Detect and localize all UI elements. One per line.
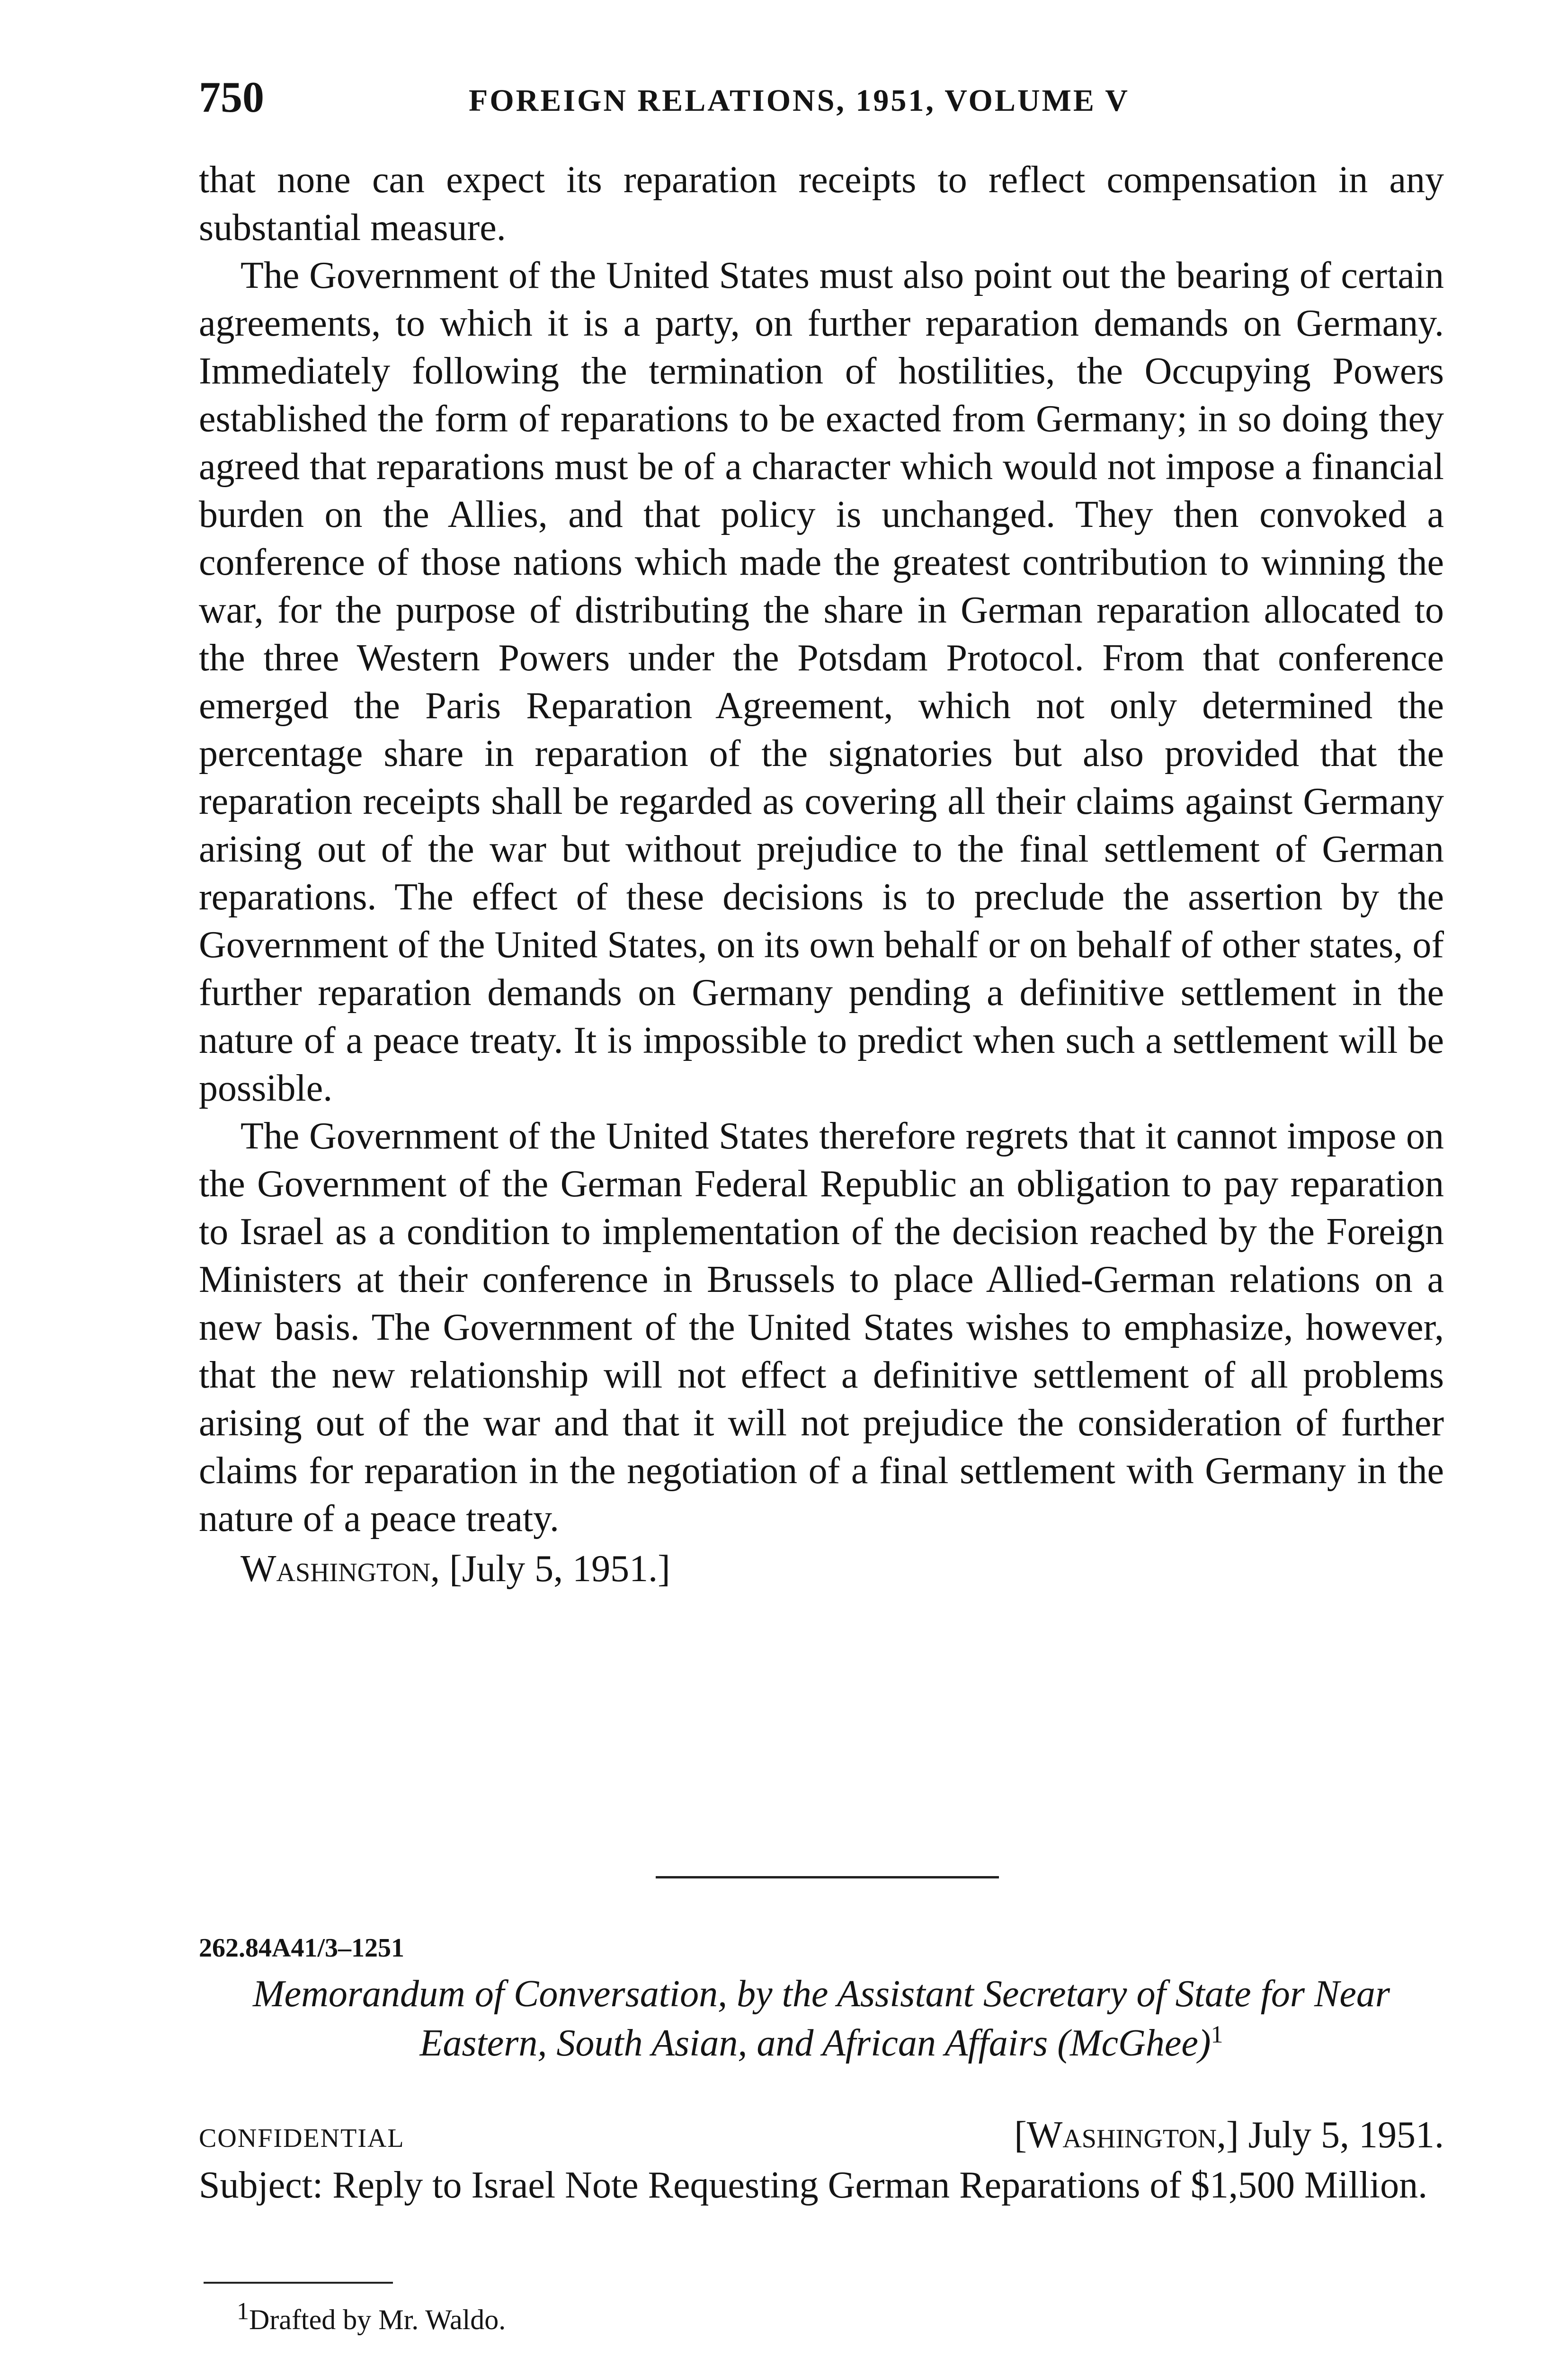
memo-date-place: Washington,: [1026, 2114, 1226, 2156]
memo-title: [199, 1969, 1444, 2068]
memo-subject: Subject: Reply to Israel Note Requesting German Reparations of $1,500 Million.: [199, 2164, 1428, 2206]
classification-row: [199, 2109, 1444, 2161]
running-head: [199, 71, 1444, 123]
paragraph-agreements: The Government of the United States must also point out the bearing of certain agreements, to which it is a party, on further reparation demands on Germany. Immediately following the termination of hostilities, the Occupying Powers established the form of reparations to be exacted from Germany; in so doing they agreed that reparations must be of a character which would not impose a financial burden on the Allies, and that policy is unchanged. They then convoked a conference of those nations which made the greatest contribution to winning the war, for the purpose of distributing the share in German reparation allocated to the three Western Powers under the Potsdam Protocol. From that conference emerged the Paris Reparation Agreement, which not only determined the percentage share in reparation of the signatories but also provided that the reparation receipts shall be regarded as covering all their claims against Germany arising out of the war but without prejudice to the final settlement of German reparations. The effect of these decisions is to preclude the assertion by the Government of the United States, on its own behalf or on behalf of other states, of further reparation demands on Germany pending a definitive settlement in the nature of a peace treaty. It is impossible to predict when such a settlement will be possible.: [199, 255, 1444, 1109]
paragraph-continued: that none can expect its reparation receipts to reflect compensation in any substantial measure.: [199, 159, 1444, 249]
paragraph-regrets: The Government of the United States therefore regrets that it cannot impose on the Government of the German Federal Republic an obligation to pay reparation to Israel as a condition to implementation of the decision reached by the Foreign Ministers at their conference in Brussels to place Allied-German relations on a new basis. The Government of the United States wishes to emphasize, however, that the new relationship will not effect a definitive settlement of all problems arising out of the war and that it will not prejudice the consideration of further claims for reparation in the negotiation of a final settlement with Germany in the nature of a peace treaty.: [199, 1115, 1444, 1539]
footnote-number: 1: [237, 2298, 249, 2325]
memo-date: [1014, 2109, 1444, 2161]
footnote-text: Drafted by Mr. Waldo.: [249, 2304, 506, 2335]
classification-label: CONFIDENTIAL: [199, 2124, 405, 2153]
page-number: 750: [199, 73, 264, 121]
memo-date-rest: ] July 5, 1951.: [1226, 2114, 1444, 2156]
footnote: [237, 2298, 506, 2341]
body-text: [199, 156, 1444, 1595]
file-number: 262.84A41/3–1251: [199, 1933, 404, 1963]
memo-date-bracket: [: [1014, 2114, 1027, 2156]
footnote-marker: 1: [1211, 2021, 1223, 2048]
memo-title-text: Memorandum of Conversation, by the Assistant Secretary of State for Near Eastern, South Asian, and African Affairs (McGhee): [253, 1973, 1390, 2064]
dateline-place: Washington,: [241, 1548, 440, 1590]
dateline: [199, 1543, 1444, 1595]
footnote-rule: [204, 2282, 393, 2284]
dateline-date: [July 5, 1951.]: [449, 1548, 670, 1590]
running-title: FOREIGN RELATIONS, 1951, VOLUME V: [469, 83, 1130, 118]
section-divider: [656, 1876, 999, 1878]
